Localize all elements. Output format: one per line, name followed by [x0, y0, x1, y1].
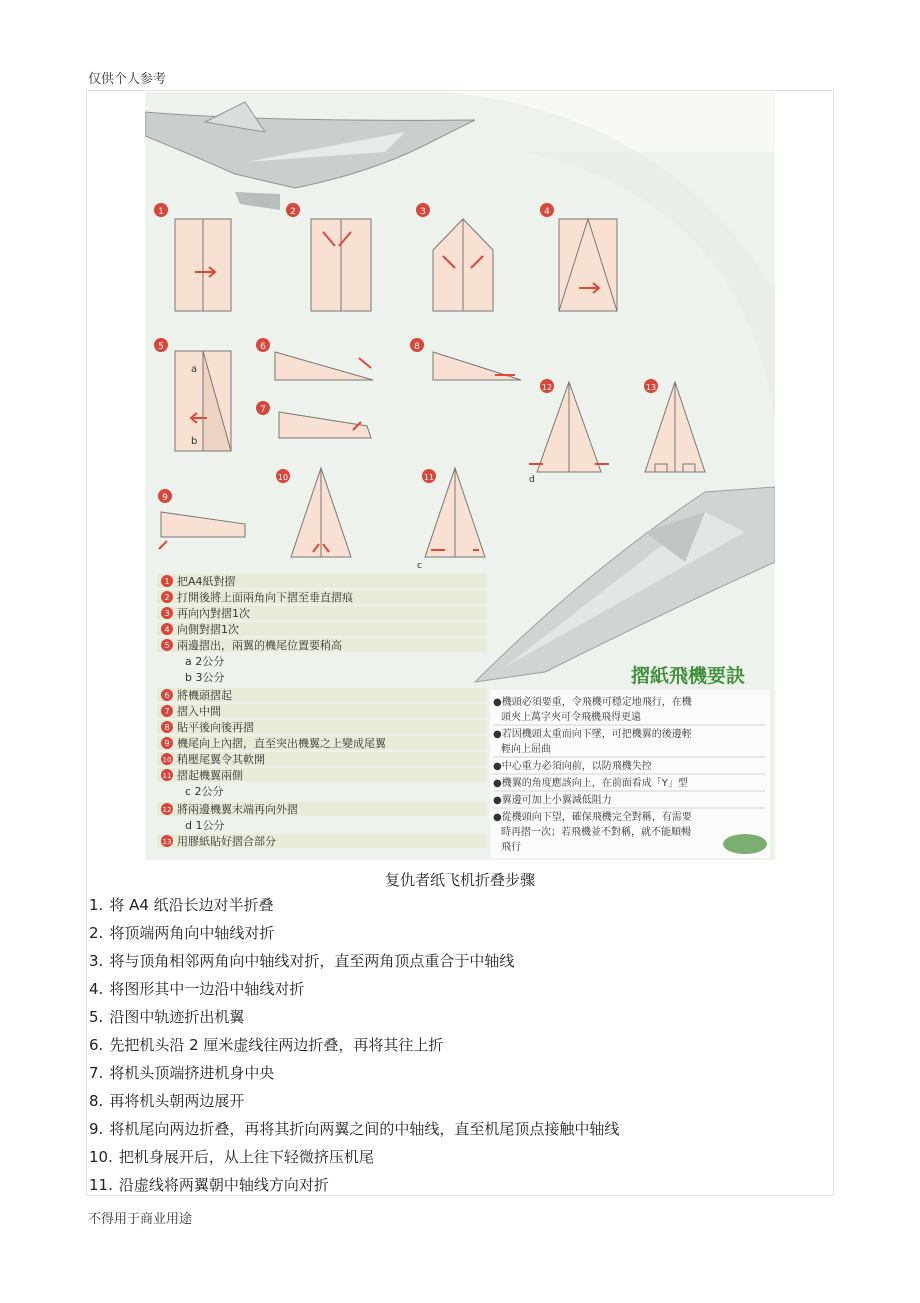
legend-line: 摺入中間 — [177, 705, 221, 718]
diagram-step-3 — [416, 203, 493, 311]
tips-line: 飛行 — [501, 842, 521, 853]
tips-line: 頭夾上萬字夾可令飛機飛得更遠 — [501, 712, 641, 723]
legend-line: 將兩邊機翼末端再向外摺 — [177, 803, 298, 816]
step-number: 9. — [89, 1120, 104, 1138]
legend-badge: 11 — [162, 772, 172, 780]
diagram-number: 13 — [645, 383, 657, 392]
list-item — [89, 1003, 829, 1031]
step-text: 将机头顶端挤进机身中央 — [109, 1064, 275, 1082]
diagram-number: 9 — [162, 493, 168, 503]
header-note: 仅供个人参考 — [88, 72, 167, 87]
figure-caption: 复仇者纸飞机折叠步骤 — [384, 871, 535, 889]
legend-badge: 9 — [164, 739, 170, 748]
legend-badge: 13 — [162, 838, 172, 846]
tips-title: 摺紙飛機要訣 — [630, 665, 745, 687]
diagram-step-8 — [410, 338, 521, 380]
list-item — [89, 1143, 829, 1171]
list-item — [89, 1115, 829, 1143]
step-number: 3. — [89, 952, 104, 970]
step-text: 先把机头沿 2 厘米虚线往两边折叠，再将其往上折 — [109, 1036, 444, 1054]
tips-box — [490, 664, 770, 858]
diagram-number: 2 — [290, 207, 296, 217]
folding-diagram-figure — [145, 92, 775, 860]
diagram-step-11 — [417, 468, 485, 571]
tips-line: ●中心重力必須向前，以防飛機失控 — [493, 761, 652, 772]
diagram-step-5 — [154, 338, 231, 451]
step-number: 4. — [89, 980, 104, 998]
legend-line: b 3公分 — [185, 671, 225, 684]
list-item — [89, 975, 829, 1003]
step-text: 将顶端两角向中轴线对折 — [109, 924, 275, 942]
step-text: 沿图中轨迹折出机翼 — [109, 1008, 245, 1026]
step-text: 将 A4 纸沿长边对半折叠 — [109, 896, 274, 914]
diagram-step-10 — [276, 468, 351, 557]
legend-badge: 8 — [164, 723, 170, 732]
label-b: b — [191, 436, 198, 447]
label-a: a — [191, 364, 198, 375]
diagram-number: 11 — [423, 473, 435, 482]
step-number: 7. — [89, 1064, 104, 1082]
diagram-step-4 — [540, 203, 617, 311]
diagram-step-1 — [154, 203, 231, 311]
tips-line: ●從機頭向下望，確保飛機完全對稱，有需要 — [493, 812, 692, 823]
list-item — [89, 1059, 829, 1087]
diagram-number: 12 — [541, 383, 553, 392]
diagram-step-6 — [256, 338, 373, 380]
step-text: 将图形其中一边沿中轴线对折 — [109, 980, 305, 998]
legend-badge: 7 — [164, 707, 170, 716]
step-text: 把机身展开后，从上往下轻微挤压机尾 — [118, 1148, 374, 1166]
step-text: 将机尾向两边折叠，再将其折向两翼之间的中轴线，直至机尾顶点接触中轴线 — [109, 1120, 620, 1138]
diagram-step-9 — [158, 489, 245, 549]
legend-badge: 1 — [164, 577, 170, 586]
steps-list — [89, 891, 829, 1199]
step-number: 2. — [89, 924, 104, 942]
step-number: 1. — [89, 896, 104, 914]
legend-line: 將機頭摺起 — [177, 689, 232, 702]
legend-badge: 10 — [162, 756, 172, 764]
list-item — [89, 919, 829, 947]
tips-line: 輕向上屈曲 — [501, 744, 551, 755]
step-text: 将与顶角相邻两角向中轴线对折，直至两角顶点重合于中轴线 — [109, 952, 515, 970]
step-number: 5. — [89, 1008, 104, 1026]
step-number: 10. — [89, 1148, 113, 1166]
legend-line: 機尾向上內摺，直至突出機翼之上變成尾翼 — [177, 737, 386, 750]
diagram-step-7 — [256, 401, 371, 438]
legend-line: c 2公分 — [185, 785, 224, 798]
tips-line: ●機翼的角度應該向上，在前面看成「Y」型 — [493, 778, 688, 789]
legend-line: 再向內對摺1次 — [177, 607, 250, 620]
diagram-step-12 — [529, 379, 609, 485]
label-c: c — [417, 561, 422, 571]
step-number: 11. — [89, 1176, 113, 1194]
diagram-number: 10 — [277, 473, 289, 482]
legend — [157, 574, 487, 848]
diagram-number: 4 — [544, 207, 550, 217]
legend-badge: 2 — [164, 593, 170, 602]
list-item — [89, 1087, 829, 1115]
legend-line: a 2公分 — [185, 655, 225, 668]
list-item — [89, 1031, 829, 1059]
legend-badge: 4 — [164, 625, 170, 634]
folding-diagram-svg — [145, 92, 775, 860]
diagram-number: 1 — [158, 207, 164, 217]
legend-line: 把A4紙對摺 — [177, 575, 236, 588]
legend-line: 打開後將上面兩角向下摺至垂直摺痕 — [177, 591, 353, 604]
list-item — [89, 947, 829, 975]
list-item — [89, 1171, 829, 1199]
list-item — [89, 891, 829, 919]
footer-note: 不得用于商业用途 — [88, 1212, 193, 1227]
diagram-number: 8 — [414, 342, 420, 352]
legend-badge: 5 — [164, 641, 170, 650]
legend-line: 用膠紙貼好摺合部分 — [177, 835, 276, 848]
diagram-number: 7 — [260, 405, 266, 415]
diagram-number: 3 — [420, 207, 426, 217]
legend-line: 摺起機翼兩側 — [177, 769, 243, 782]
legend-line: d 1公分 — [185, 819, 225, 832]
legend-line: 貼平後向後再摺 — [177, 721, 254, 734]
label-d: d — [529, 475, 535, 485]
diagram-number: 6 — [260, 342, 266, 352]
legend-badge: 3 — [164, 609, 170, 618]
document-body — [86, 90, 834, 1196]
step-text: 再将机头朝两边展开 — [109, 1092, 245, 1110]
diagram-step-13 — [644, 379, 705, 472]
finished-plane-top-image — [145, 102, 475, 210]
legend-badge: 12 — [162, 806, 172, 814]
step-number: 6. — [89, 1036, 104, 1054]
legend-badge: 6 — [164, 691, 170, 700]
tips-line: 時再摺一次；若飛機並不對稱，就不能順暢 — [501, 827, 691, 838]
tips-line: ●機頭必須要重，令飛機可穩定地飛行，在機 — [493, 697, 692, 708]
tips-line: ●翼邊可加上小翼減低阻力 — [493, 795, 612, 806]
diagram-number: 5 — [158, 342, 164, 352]
tips-line: ●若因機頭太重而向下墜，可把機翼的後邊輕 — [493, 729, 692, 740]
legend-line: 稍壓尾翼令其軟開 — [177, 753, 265, 766]
legend-line: 向側對摺1次 — [177, 623, 239, 636]
step-number: 8. — [89, 1092, 104, 1110]
logo-mark — [723, 834, 767, 854]
legend-line: 兩邊摺出，兩翼的機尾位置要稍高 — [177, 639, 342, 652]
step-text: 沿虚线将两翼朝中轴线方向对折 — [118, 1176, 329, 1194]
diagram-step-2 — [286, 203, 371, 311]
finished-plane-photo — [475, 487, 775, 682]
